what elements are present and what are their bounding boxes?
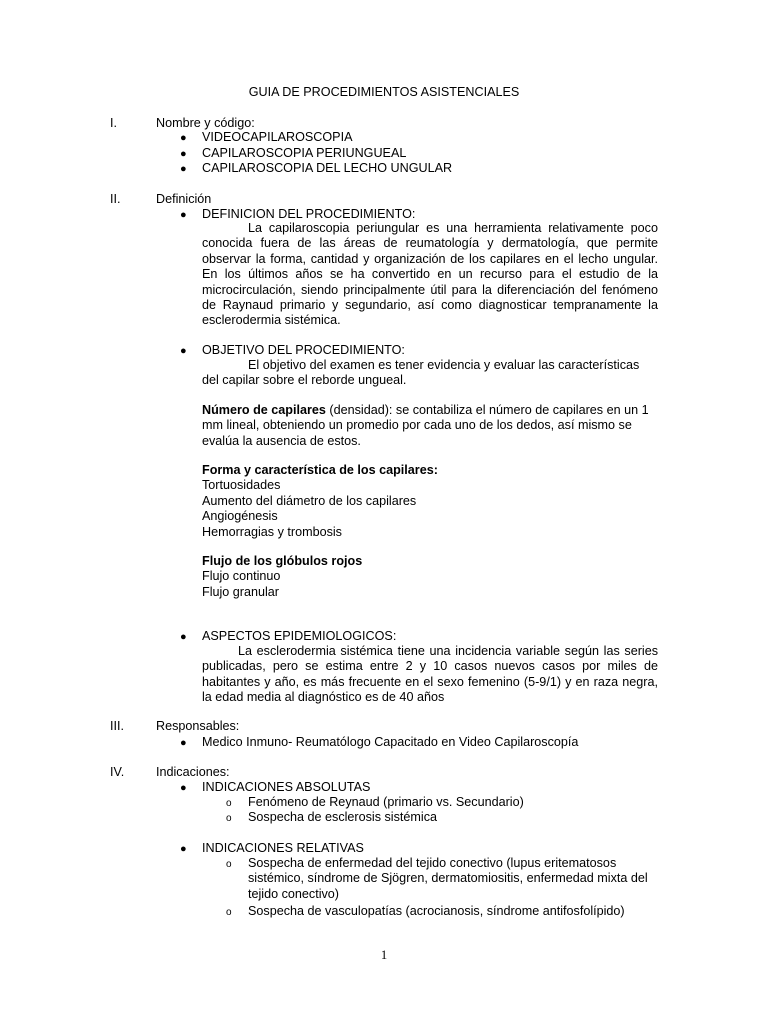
section-4-heading: Indicaciones: <box>156 765 230 779</box>
bullet-icon: ● <box>180 843 187 855</box>
list-item: Angiogénesis <box>202 509 278 524</box>
bullet-icon: ● <box>180 782 187 794</box>
objective-heading: OBJETIVO DEL PROCEDIMIENTO: <box>202 343 405 357</box>
blood-flow-heading: Flujo de los glóbulos rojos <box>202 554 363 568</box>
list-item: Fenómeno de Reynaud (primario vs. Secundario) <box>248 795 524 809</box>
definition-heading: DEFINICION DEL PROCEDIMIENTO: <box>202 207 416 221</box>
epidemiology-paragraph <box>202 644 658 706</box>
list-item: CAPILAROSCOPIA DEL LECHO UNGULAR <box>202 161 453 175</box>
section-2-heading: Definición <box>156 192 212 206</box>
section-4-numeral: IV. <box>110 765 125 779</box>
list-item: Sospecha de enfermedad del tejido conectivo (lupus eritematosos sistémico, síndrome de Sjögren, dermatomiositis, enfermedad mixta del tejido conectivo) <box>248 856 648 901</box>
bullet-icon: ● <box>180 631 187 643</box>
objective-text: El objetivo del examen es tener evidencia y evaluar las características del capilar sobre el reborde ungueal. <box>202 358 640 388</box>
list-item: Flujo granular <box>202 584 280 599</box>
section-1-heading: Nombre y código: <box>156 116 255 130</box>
definition-paragraph <box>202 221 658 329</box>
objective-paragraph <box>202 358 658 389</box>
list-item: Aumento del diámetro de los capilares <box>202 493 417 508</box>
bullet-icon: ● <box>180 209 187 221</box>
section-3-numeral: III. <box>110 719 124 733</box>
relative-indications-heading: INDICACIONES RELATIVAS <box>202 841 364 855</box>
list-item: Sospecha de esclerosis sistémica <box>248 810 437 824</box>
capillary-shape-heading: Forma y característica de los capilares: <box>202 463 438 477</box>
blood-flow-block <box>202 554 658 600</box>
epidemiology-text: La esclerodermia sistémica tiene una incidencia variable según las series publicadas, pero se estima entre 2 y 10 casos nuevos casos por miles de habitantes y año, es más frecuente en el sexo femenino (5-9/1) y en raza negra, la edad media al diagnóstico es de 40 años <box>202 644 658 705</box>
capillary-number-text: (densidad): se contabiliza el número de capilares en un 1 mm lineal, obteniendo un promedio por cada uno de los dedos, así mismo se evalúa la ausencia de estos. <box>202 403 649 448</box>
list-item: Flujo continuo <box>202 569 281 584</box>
list-item: CAPILAROSCOPIA PERIUNGUEAL <box>202 146 407 160</box>
sub-bullet-icon: o <box>226 813 232 824</box>
section-2-numeral: II. <box>110 192 121 206</box>
list-item: Hemorragias y trombosis <box>202 524 342 539</box>
capillary-number-paragraph <box>202 403 658 449</box>
sub-bullet-icon: o <box>226 798 232 809</box>
list-item: Medico Inmuno- Reumatólogo Capacitado en Video Capilaroscopía <box>202 735 579 749</box>
absolute-indications-heading: INDICACIONES ABSOLUTAS <box>202 780 371 794</box>
bullet-icon: ● <box>180 737 187 749</box>
bullet-icon: ● <box>180 345 187 357</box>
list-item: Tortuosidades <box>202 478 281 493</box>
section-3-heading: Responsables: <box>156 719 240 733</box>
page-title: GUIA DE PROCEDIMIENTOS ASISTENCIALES <box>248 85 520 99</box>
capillary-shape-block <box>202 463 658 540</box>
epidemiology-heading: ASPECTOS EPIDEMIOLOGICOS: <box>202 629 397 643</box>
sub-bullet-icon: o <box>226 859 232 870</box>
sub-bullet-icon: o <box>226 907 232 918</box>
bullet-icon: ● <box>180 132 187 144</box>
capillary-number-label: Número de capilares <box>202 403 326 417</box>
section-1-numeral: I. <box>110 116 117 130</box>
definition-text: La capilaroscopia periungular es una herramienta relativamente poco conocida fuera de las áreas de reumatología y dermatología, que permite observar la forma, cantidad y organización de los capilares en el lecho ungular. En los últimos años se ha convertido en un recurso para el estudio de la microcirculación, siendo principalmente útil para la diferenciación del fenómeno de Raynaud primario y segundario, así como diagnosticar tempranamente la esclerodermia sistémica. <box>202 221 658 328</box>
bullet-icon: ● <box>180 163 187 175</box>
bullet-icon: ● <box>180 148 187 160</box>
list-item: VIDEOCAPILAROSCOPIA <box>202 130 353 144</box>
page-number: 1 <box>380 948 388 962</box>
list-item: Sospecha de vasculopatías (acrocianosis, síndrome antifosfolípido) <box>248 904 625 918</box>
